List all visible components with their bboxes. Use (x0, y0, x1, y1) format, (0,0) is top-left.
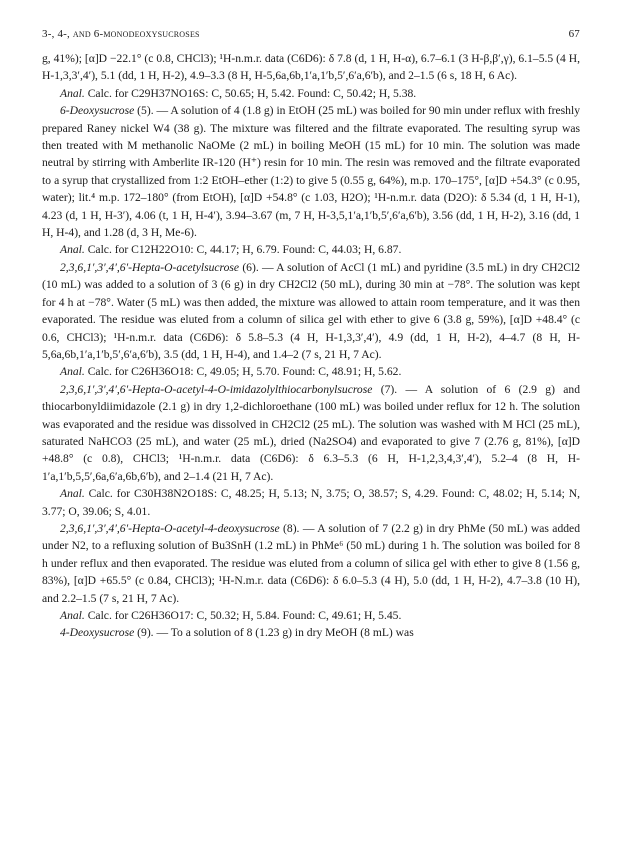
journal-page (42, 26, 583, 642)
analysis-label: Anal. (60, 243, 85, 257)
paragraph-text: g, 41%); [α]D −22.1° (c 0.8, CHCl3); ¹H-n.m.r. data (C6D6): δ 7.8 (d, 1 H, H-α), 6.7–6.1 (3 H-β,β′,γ), 6.1–5.5 (4 H, H-1,3,3′,4′), 5.1 (dd, 1 H, H-2), 4.9–3.3 (8 H, H-5,6a,6b,1′a,1′b,5′,6′a,6′b), and 2–1.5 (6 s, 18 H, 6 Ac). (42, 52, 583, 83)
compound-heading: 6-Deoxysucrose (60, 104, 135, 118)
analysis-text: Calc. for C29H37NO16S: C, 50.65; H, 5.42. Found: C, 50.42; H, 5.38. (84, 86, 417, 100)
compound-heading: 2,3,6,1′,3′,4′,6′-Hepta-O-acetylsucrose (60, 260, 240, 274)
analysis-label: Anal. (60, 609, 85, 622)
analysis-text: Calc. for C30H38N2O18S: C, 48.25; H, 5.13; N, 3.75; O, 38.57; S, 4.29. Found: C, 48.02; H, 5.14; N, 3.77; O, 39.06; S, 4.01. (42, 487, 583, 518)
compound-heading: 2,3,6,1′,3′,4′,6′-Hepta-O-acetyl-4-deoxysucrose (60, 521, 280, 535)
analysis-text: Calc. for C26H36O17: C, 50.32; H, 5.84. Found: C, 49.61; H, 5.45. (84, 609, 402, 622)
paragraph-text: (9). — To a solution of 8 (1.23 g) in dry MeOH (8 mL) was (134, 626, 414, 640)
compound-paragraph-9 (42, 624, 580, 641)
compound-paragraph-6 (42, 259, 583, 363)
analysis-paragraph (42, 607, 580, 624)
running-head-title: 3-, 4-, and 6-monodeoxysucroses (42, 28, 200, 40)
analysis-text: Calc. for C26H36O18: C, 49.05; H, 5.70. Found: C, 48.91; H, 5.62. (84, 365, 402, 379)
analysis-label: Anal. (60, 487, 85, 501)
page-number: 67 (568, 28, 580, 40)
paragraph-text: (7). — A solution of 6 (2.9 g) and thiocarbonyldiimidazole (2.1 g) in dry 1,2-dichloroethane (100 mL) was boiled under reflux for 12 h. The solution was evaporated and the residue was dissolved in CH2Cl2 (25 mL). The solution was washed with M HCl (25 mL), saturated NaHCO3 (25 mL), and water (25 mL), dried (Na2SO4) and evaporated to give 7 (2.76 g, 81%), [α]D +48.8° (c 0.8), CHCl3; ¹H-n.m.r. data (C6D6): δ 6.3–5.3 (6 H, H-1,2,3,4,3′,4′), 5.2–4 (8 H, H-1′a,1′b,5,5′,6a,6′a,6b,6′b), and 2–1.4 (21 H, 7 Ac). (42, 382, 583, 483)
running-head (42, 26, 580, 48)
compound-heading: 4-Deoxysucrose (60, 626, 135, 640)
analysis-label: Anal. (60, 365, 85, 379)
compound-paragraph-5 (42, 102, 583, 241)
paragraph-text: (6). — A solution of AcCl (1 mL) and pyridine (3.5 mL) in dry CH2Cl2 (10 mL) was added to a solution of 3 (6 g) in dry CH2Cl2 (50 mL), during 30 min at −78°. The solution was kept for 4 h at −78°. Water (5 mL) was then added, the mixture was allowed to attain room temperature, and it was then evaporated. The residue was eluted from a column of silica gel with ether to give 6 (3.8 g, 59%), [α]D +48.4° (c 0.6, CHCl3); ¹H-n.m.r. data (C6D6): δ 5.8–5.3 (4 H, H-1,3,3′,4′), 4.9 (dd, 1 H, H-2), 4–4.7 (8 H, H-5,6a,6b,1′a,1′b,5′,6′a,6′b), 3.5 (dd, 1 H, H-4), and 1.4–2 (7 s, 21 H, 7 Ac). (42, 260, 583, 361)
paragraph-text: (8). — A solution of 7 (2.2 g) in dry PhMe (50 mL) was added under N2, to a refluxing solution of Bu3SnH (1.2 mL) in PhMe⁶ (50 mL) during 1 h. The solution was boiled for 8 h under reflux and then evaporated. The residue was eluted from a column of silica gel with ether to give 8 (1.56 g, 83%), [α]D +65.5° (c 0.84, CHCl3); ¹H-N.m.r. data (C6D6): δ 6.0–5.3 (4 H), 5.0 (dd, 1 H, H-2), 4.7–3.8 (10 H), and 2.2–1.5 (7 s, 21 H, 7 Ac). (42, 521, 583, 605)
analysis-paragraph (42, 485, 583, 520)
analysis-paragraph (42, 85, 580, 102)
analysis-paragraph (42, 241, 580, 258)
compound-heading: 2,3,6,1′,3′,4′,6′-Hepta-O-acetyl-4-O-imidazolylthiocarbonylsucrose (60, 382, 373, 396)
analysis-label: Anal. (60, 86, 85, 100)
analysis-text: Calc. for C12H22O10: C, 44.17; H, 6.79. Found: C, 44.03; H, 6.87. (84, 243, 402, 257)
analysis-paragraph (42, 363, 580, 380)
paragraph-text: (5). — A solution of 4 (1.8 g) in EtOH (25 mL) was boiled for 90 min under reflux with freshly prepared Raney nickel W4 (38 g). The mixture was filtered and the filtrate evaporated. The resulting syrup was then treated with M methanolic NaOMe (2 mL) in boiling MeOH (15 mL) for 10 min. The solution was made neutral by stirring with Amberlite IR-120 (H⁺) resin for 10 min. The resin was removed and the filtrate evaporated to a syrup that crystallized from 1:2 EtOH–ether (1:2) to give 5 (0.55 g, 64%), m.p. 170–175°, [α]D +54.3° (c 0.95, water); lit.⁴ m.p. 172–180° (from EtOH), [α]D +54.8° (c 1.03, H2O); ¹H-n.m.r. data (D2O): δ 5.34 (d, 1 H, H-1), 4.23 (d, 1 H, H-3′), 4.06 (t, 1 H, H-4′), 3.94–3.67 (m, 7 H, H-3,5,1′a,1′b,5′,6′a,6′b), 3.56 (dd, 1 H, H-2), 3.16 (dd, 1 H, H-4), and 1.28 (d, 3 H, Me-6). (42, 104, 583, 240)
continuation-paragraph (42, 50, 583, 85)
compound-paragraph-7 (42, 381, 583, 485)
compound-paragraph-8 (42, 520, 583, 607)
